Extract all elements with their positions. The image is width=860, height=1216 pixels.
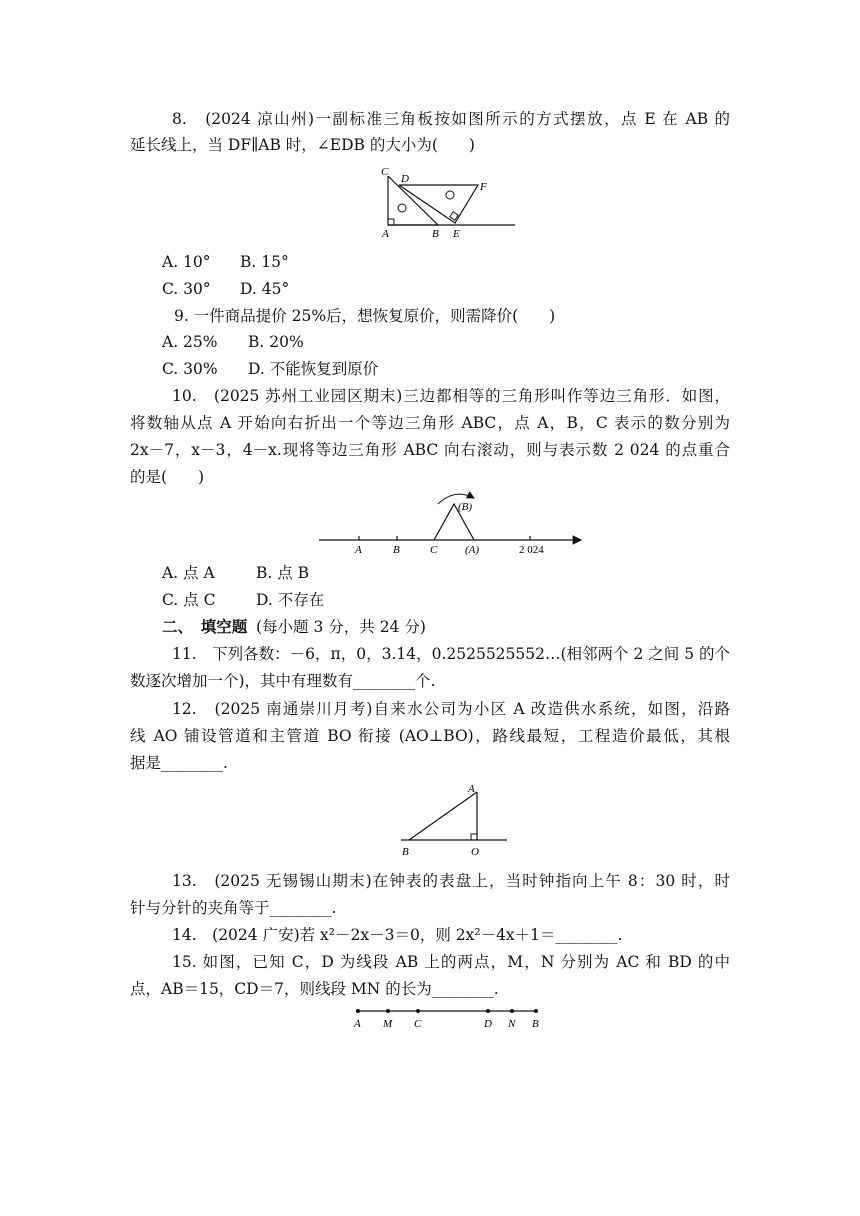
q8-option-b[interactable]: B. 15°	[240, 253, 289, 271]
q8-label-b: B	[432, 228, 439, 240]
q14-line-1: 14. (2024 广安)若 x²－2x－3＝0，则 2x²－4x＋1＝________.	[172, 926, 623, 944]
q9-options-row-1	[0, 329, 860, 355]
q10-line-4: 的是( )	[130, 468, 205, 486]
q9-options-row-2	[0, 356, 860, 382]
q10-label-a: A	[355, 544, 362, 556]
q9-option-b[interactable]: B. 20%	[248, 333, 304, 351]
q10-options-row-1	[0, 560, 860, 586]
q10-line-1: 10. (2025 苏州工业园区期末)三边都相等的三角形叫作等边三角形．如图，	[172, 387, 730, 405]
q15-label-a: A	[354, 1018, 361, 1030]
q12-line-2: 线 AO 铺设管道和主管道 BO 衔接 (AO⊥BO)，路线最短，工程造价最低，其根	[130, 727, 730, 745]
q10-line-2: 将数轴从点 A 开始向右折出一个等边三角形 ABC，点 A，B，C 表示的数分别为	[130, 414, 730, 432]
q11-line-1: 11. 下列各数：－6，π，0，3.14，0.2525525552…(相邻两个 2 之间 5 的个	[172, 645, 730, 663]
q8-options-row-2	[0, 276, 860, 302]
q10-label-b-rolled: (B)	[458, 501, 473, 513]
q12-label-b: B	[402, 846, 409, 858]
q10-option-d[interactable]: D. 不存在	[256, 591, 325, 609]
q10-label-b: B	[393, 544, 400, 556]
q10-label-a-rolled: (A)	[465, 544, 480, 556]
q10-options-row-2	[0, 587, 860, 613]
q15-line-2: 点，AB＝15，CD＝7，则线段 MN 的长为________.	[130, 980, 499, 998]
q9-option-a[interactable]: A. 25%	[162, 333, 218, 351]
q15-line-1: 15. 如图，已知 C，D 为线段 AB 上的两点，M，N 分别为 AC 和 BD 的中	[172, 953, 730, 971]
q8-option-d[interactable]: D. 45°	[240, 280, 290, 298]
q10-line-3: 2x－7，x－3，4－x.现将等边三角形 ABC 向右滚动，则与表示数 2 024 的点重合	[130, 441, 730, 459]
q8-option-a[interactable]: A. 10°	[162, 253, 211, 271]
q8-label-e: E	[453, 228, 460, 240]
q12-line-3: 据是________.	[130, 754, 228, 772]
q13-line-1: 13. (2025 无锡锡山期末)在钟表的表盘上，当时钟指向上午 8：30 时，时	[172, 872, 730, 890]
q15-label-n: N	[508, 1018, 516, 1030]
q12-line-1: 12. (2025 南通崇川月考)自来水公司为小区 A 改造供水系统，如图，沿路	[172, 700, 730, 718]
q12-label-a: A	[468, 783, 475, 795]
q12-right-triangle-figure	[395, 778, 515, 860]
q8-line-2: 延长线上，当 DF∥AB 时，∠EDB 的大小为( )	[130, 136, 475, 154]
section-2-title: 二、 填空题	[162, 617, 248, 636]
q9-option-c[interactable]: C. 30%	[162, 360, 218, 378]
q9-option-d[interactable]: D. 不能恢复到原价	[248, 360, 379, 378]
q8-triangle-figure	[370, 160, 520, 240]
q8-label-d: D	[401, 173, 409, 185]
q15-label-d: D	[484, 1018, 492, 1030]
q15-label-m: M	[383, 1018, 393, 1030]
q8-options-row-1	[0, 249, 860, 275]
q12-label-o: O	[471, 846, 479, 858]
q10-label-c: C	[430, 544, 438, 556]
section-2-heading	[0, 614, 860, 640]
q15-segment-figure	[350, 1003, 550, 1035]
q10-number-line-figure	[315, 490, 585, 558]
q8-label-f: F	[480, 181, 487, 193]
q10-option-a[interactable]: A. 点 A	[162, 564, 215, 582]
q8-line-1: 8. (2024 凉山州)一副标准三角板按如图所示的方式摆放，点 E 在 AB 的	[172, 110, 730, 128]
q10-option-b[interactable]: B. 点 B	[256, 564, 310, 582]
q15-label-b: B	[532, 1018, 539, 1030]
q8-option-c[interactable]: C. 30°	[162, 280, 211, 298]
q10-option-c[interactable]: C. 点 C	[162, 591, 216, 609]
q15-label-c: C	[414, 1018, 422, 1030]
q10-label-2024: 2 024	[519, 544, 544, 556]
q8-label-a: A	[382, 228, 389, 240]
q9-line-1: 9. 一件商品提价 25%后，想恢复原价，则需降价( )	[174, 307, 556, 325]
q11-line-2: 数逐次增加一个)，其中有理数有________个.	[130, 672, 436, 690]
section-2-note: (每小题 3 分，共 24 分)	[256, 618, 426, 636]
q8-label-c: C	[381, 166, 389, 178]
q13-line-2: 针与分针的夹角等于________.	[130, 899, 337, 917]
